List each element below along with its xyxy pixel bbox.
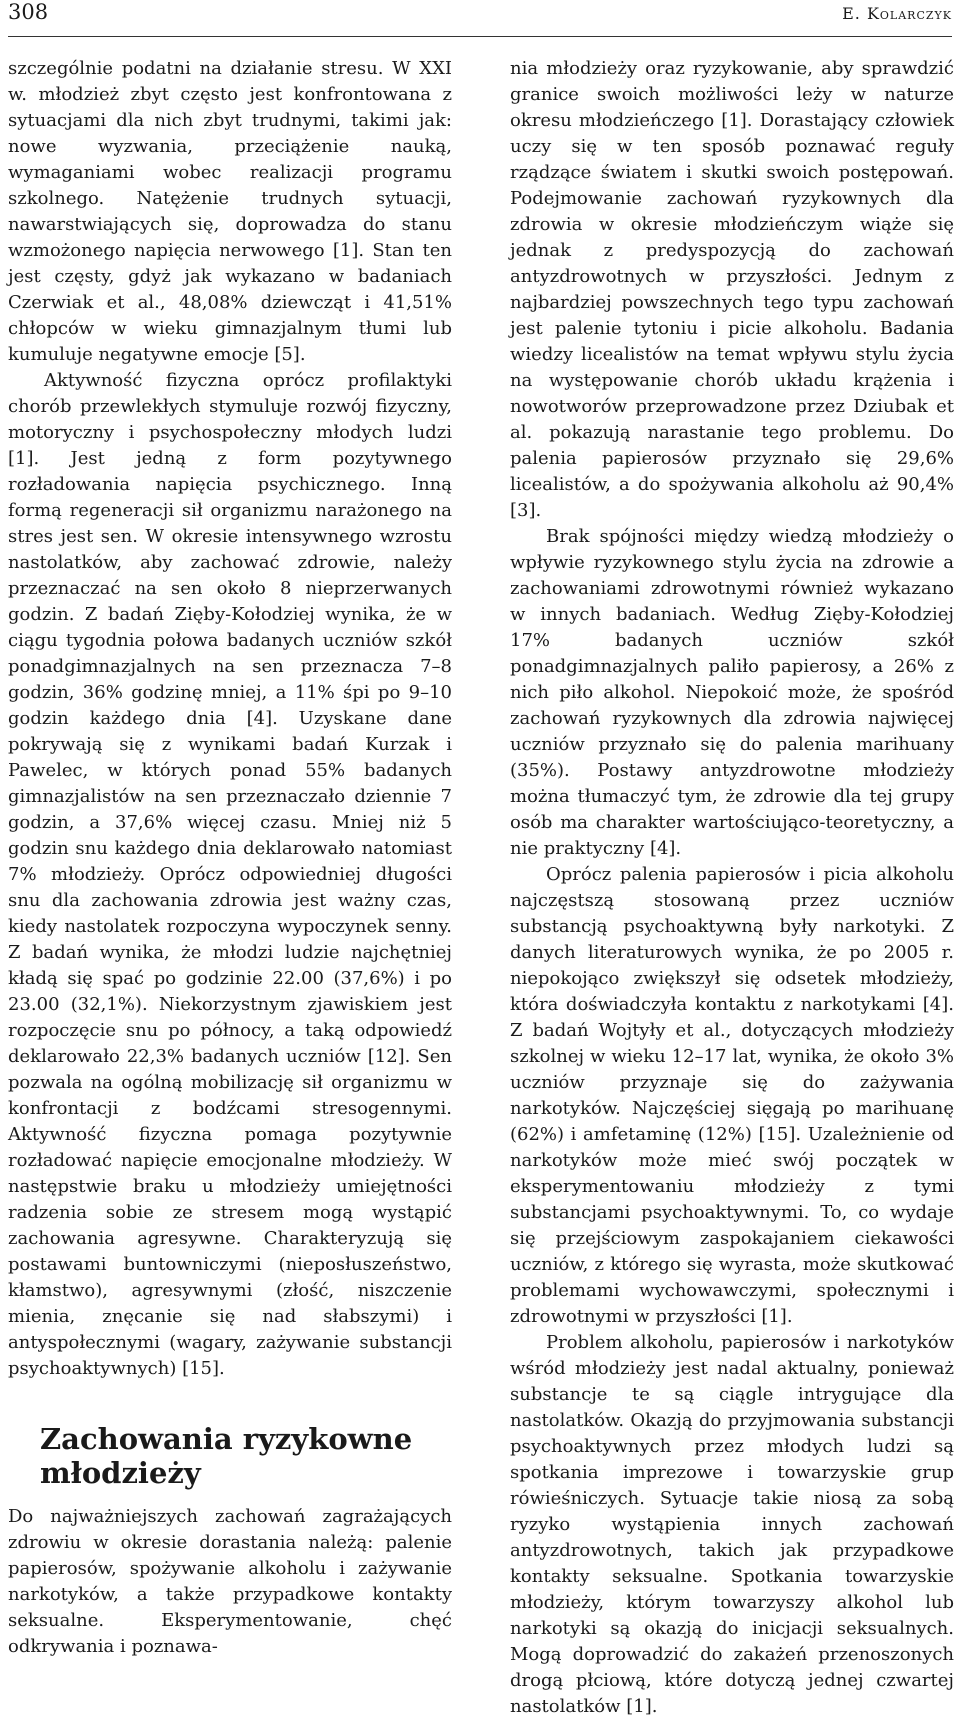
paragraph: Problem alkoholu, papierosów i narkotyków wśród młodzieży jest nadal aktualny, ponieważ substancje te są ciągle intrygujące dla nastolatków. Okazją do przyjmowania substancji psychoaktywnych przez młodych ludzi są spotkania imprezowe i towarzyskie grup rówieśniczych. Sytuacje takie niosą za sobą ryzyko wystąpienia innych zachowań antyzdrowotnych, takich jak przypadkowe kontakty seksualne. Spotkania towarzyskie młodzieży, którym towarzyszy alkohol lub narkotyki są okazją do inicjacji seksualnych. Mogą doprowadzić do zakażeń przenoszonych drogą płciową, które dotyczą jednej czwartej nastolatków [1].: [510, 1332, 954, 1717]
section-heading-line: Zachowania ryzykowne: [40, 1422, 413, 1456]
paragraph: Aktywność fizyczna oprócz profilaktyki chorób przewlekłych stymuluje rozwój fizyczny, motoryczny i psychospołeczny młodych ludzi [1]. Jest jedną z form pozytywnego rozładowania napięcia psychicznego. Inną formą regeneracji sił organizmu narażonego na stres jest sen. W okresie intensywnego wzrostu nastolatków, aby zachować zdrowie, należy przeznaczać na sen około 8 nieprzerwanych godzin. Z badań Zięby-Kołodziej wynika, że w ciągu tygodnia połowa badanych uczniów szkół ponadgimnazjalnych na sen przeznacza 7–8 godzin, 36% godzinę mniej, a 11% śpi po 9–10 godzin każdego dnia [4]. Uzyskane dane pokrywają się z wynikami badań Kurzak i Pawelec, w których ponad 55% badanych gimnazjalistów na sen przeznaczało dziennie 7 godzin, a 37,6% więcej czasu. Mniej niż 5 godzin snu każdego dnia deklarowało natomiast 7% młodzieży. Oprócz odpowiedniej długości snu dla zachowania zdrowia jest ważny czas, kiedy nastolatek rozpoczyna wypoczynek senny. Z badań wynika, że młodzi ludzie najchętniej kładą się spać po godzinie 22.00 (37,6%) i po 23.00 (32,1%). Niekorzystnym zjawiskiem jest rozpoczęcie snu po północy, a taką odpowiedź deklarowało 22,3% badanych uczniów [12]. Sen pozwala na ogólną mobilizację sił organizmu w konfrontacji z bodźcami stresogennymi. Aktywność fizyczna pomaga pozytywnie rozładować napięcie emocjonalne młodzieży. W następstwie braku u młodzieży umiejętności radzenia sobie ze stresem mogą wystąpić zachowania agresywne. Charakteryzują się postawami buntowniczymi (nieposłuszeństwo, kłamstwo), agresywnymi (złość, niszczenie mienia, znęcanie się nad słabszymi) i antyspołecznymi (wagary, zażywanie substancji psychoaktywnych) [15].: [8, 370, 452, 1379]
page-header: [8, 0, 952, 37]
paragraph: Oprócz palenia papierosów i picia alkoholu najczęstszą stosowaną przez uczniów substancją psychoaktywną były narkotyki. Z danych literaturowych wynika, że po 2005 r. niepokojąco zwiększył się odsetek młodzieży, która doświadczyła kontaktu z narkotykami [4]. Z badań Wojtyły et al., dotyczących młodzieży szkolnej w wieku 12–17 lat, wynika, że około 3% uczniów przyznaje się do zażywania narkotyków. Najczęściej sięgają po marihuanę (62%) i amfetaminę (12%) [15]. Uzależnienie od narkotyków może mieć swój początek w eksperymentowaniu młodzieży z tymi substancjami psychoaktywnymi. To, co wydaje się przejściowym zaspokajaniem ciekawości uczniów, z którego się wyrasta, może skutkować problemami wychowawczymi, społecznymi i zdrowotnymi w przyszłości [1].: [510, 864, 954, 1327]
paragraph: szczególnie podatni na działanie stresu. W XXI w. młodzież zbyt często jest konfrontowana z sytuacjami dla nich zbyt trudnymi, takimi jak: nowe wyzwania, przeciążenie nauką, wymaganiami wobec realizacji programu szkolnego. Natężenie trudnych sytuacji, nawarstwiających się, doprowadza do stanu wzmożonego napięcia nerwowego [1]. Stan ten jest częsty, gdyż jak wykazano w badaniach Czerwiak et al., 48,08% dziewcząt i 41,51% chłopców w wieku gimnazjalnym tłumi lub kumuluje negatywne emocje [5].: [8, 58, 452, 365]
section-heading: [40, 1422, 452, 1490]
paragraph: nia młodzieży oraz ryzykowanie, aby sprawdzić granice swoich możliwości leży w naturze okresu młodzieńczego [1]. Dorastający człowiek uczy się w ten sposób poznawać reguły rządzące światem i skutki swoich postępowań. Podejmowanie zachowań ryzykownych dla zdrowia w okresie młodzieńczym wiąże się jednak z predyspozycją do zachowań antyzdrowotnych w przyszłości. Jednym z najbardziej powszechnych tego typu zachowań jest palenie tytoniu i picie alkoholu. Badania wiedzy licealistów na temat wpływu stylu życia na występowanie chorób układu krążenia i nowotworów przeprowadzone przez Dziubak et al. pokazują narastanie tego problemu. Do palenia papierosów przyznało się 29,6% licealistów, a do spożywania alkoholu aż 90,4% [3].: [510, 58, 954, 521]
page-number: 308: [8, 0, 49, 24]
paragraph: Brak spójności między wiedzą młodzieży o wpływie ryzykownego stylu życia na zdrowie a zachowaniami zdrowotnymi również wykazano w innych badaniach. Według Zięby-Kołodziej 17% badanych uczniów szkół ponadgimnazjalnych paliło papierosy, a 26% z nich piło alkohol. Niepokoić może, że spośród zachowań ryzykownych dla zdrowia najwięcej uczniów przyznało się do palenia marihuany (35%). Postawy antyzdrowotne młodzieży można tłumaczyć tym, że zdrowie dla tej grupy osób ma charakter wartościująco-teoretyczny, a nie praktyczny [4].: [510, 526, 954, 859]
section-heading-line: młodzieży: [40, 1456, 201, 1490]
right-column: [510, 56, 954, 1720]
running-head: E. Kolarczyk: [842, 4, 952, 23]
paragraph: Do najważniejszych zachowań zagrażających zdrowiu w okresie dorastania należą: palenie papierosów, spożywanie alkoholu i zażywanie narkotyków, a także przypadkowe kontakty seksualne. Eksperymentowanie, chęć odkrywania i poznawa-: [8, 1506, 452, 1657]
left-column: [8, 56, 452, 1660]
